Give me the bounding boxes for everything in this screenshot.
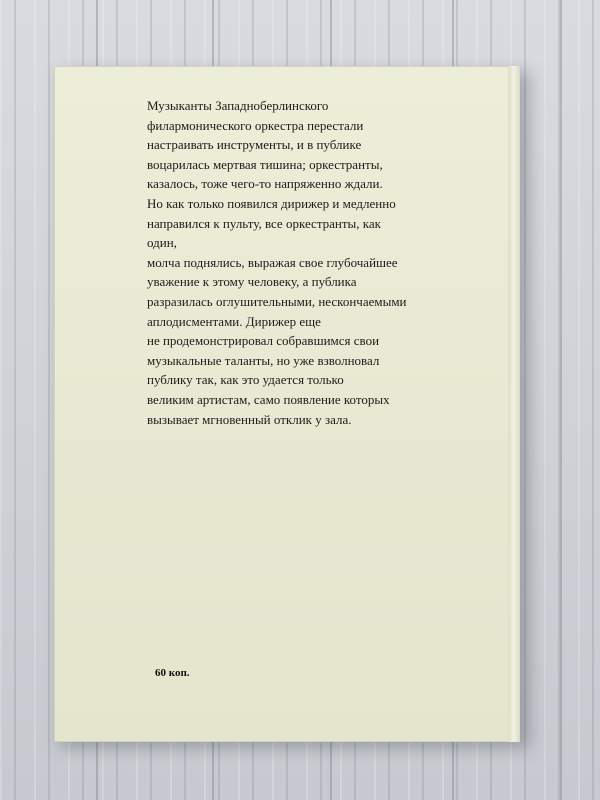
text-line: один, xyxy=(147,235,177,251)
text-line: великим артистам, само появление которых xyxy=(147,391,390,407)
text-line: разразилась оглушительными, нескончаемыми xyxy=(147,293,407,309)
text-line: не продемонстрировал собравшимся свои xyxy=(147,333,380,349)
text-line: настраивать инструменты, и в публике xyxy=(147,137,362,153)
text-line: аплодисментами. Дирижер еще xyxy=(147,313,321,329)
back-cover-text xyxy=(147,96,507,429)
text-line: Музыканты Западноберлинского xyxy=(147,98,329,113)
book-spine-edge xyxy=(508,66,520,742)
plank-gap xyxy=(560,0,562,800)
text-line: воцарилась мертвая тишина; оркестранты, xyxy=(147,156,383,172)
text-line: казалось, тоже чего-то напряженно ждали. xyxy=(147,176,383,192)
text-line: музыкальные таланты, но уже взволновал xyxy=(147,352,380,368)
text-line: публику так, как это удается только xyxy=(147,372,344,388)
text-line: молча поднялись, выражая свое глубочайшее xyxy=(147,254,398,270)
text-line: уважение к этому человеку, а публика xyxy=(147,274,357,290)
text-line: направился к пульту, все оркестранты, как xyxy=(147,215,381,231)
price-label: 60 коп. xyxy=(155,667,190,679)
text-line: Но как только появился дирижер и медленно xyxy=(147,195,396,211)
text-line: филармонического оркестра перестали xyxy=(147,117,364,133)
text-line: вызывает мгновенный отклик у зала. xyxy=(147,411,352,427)
